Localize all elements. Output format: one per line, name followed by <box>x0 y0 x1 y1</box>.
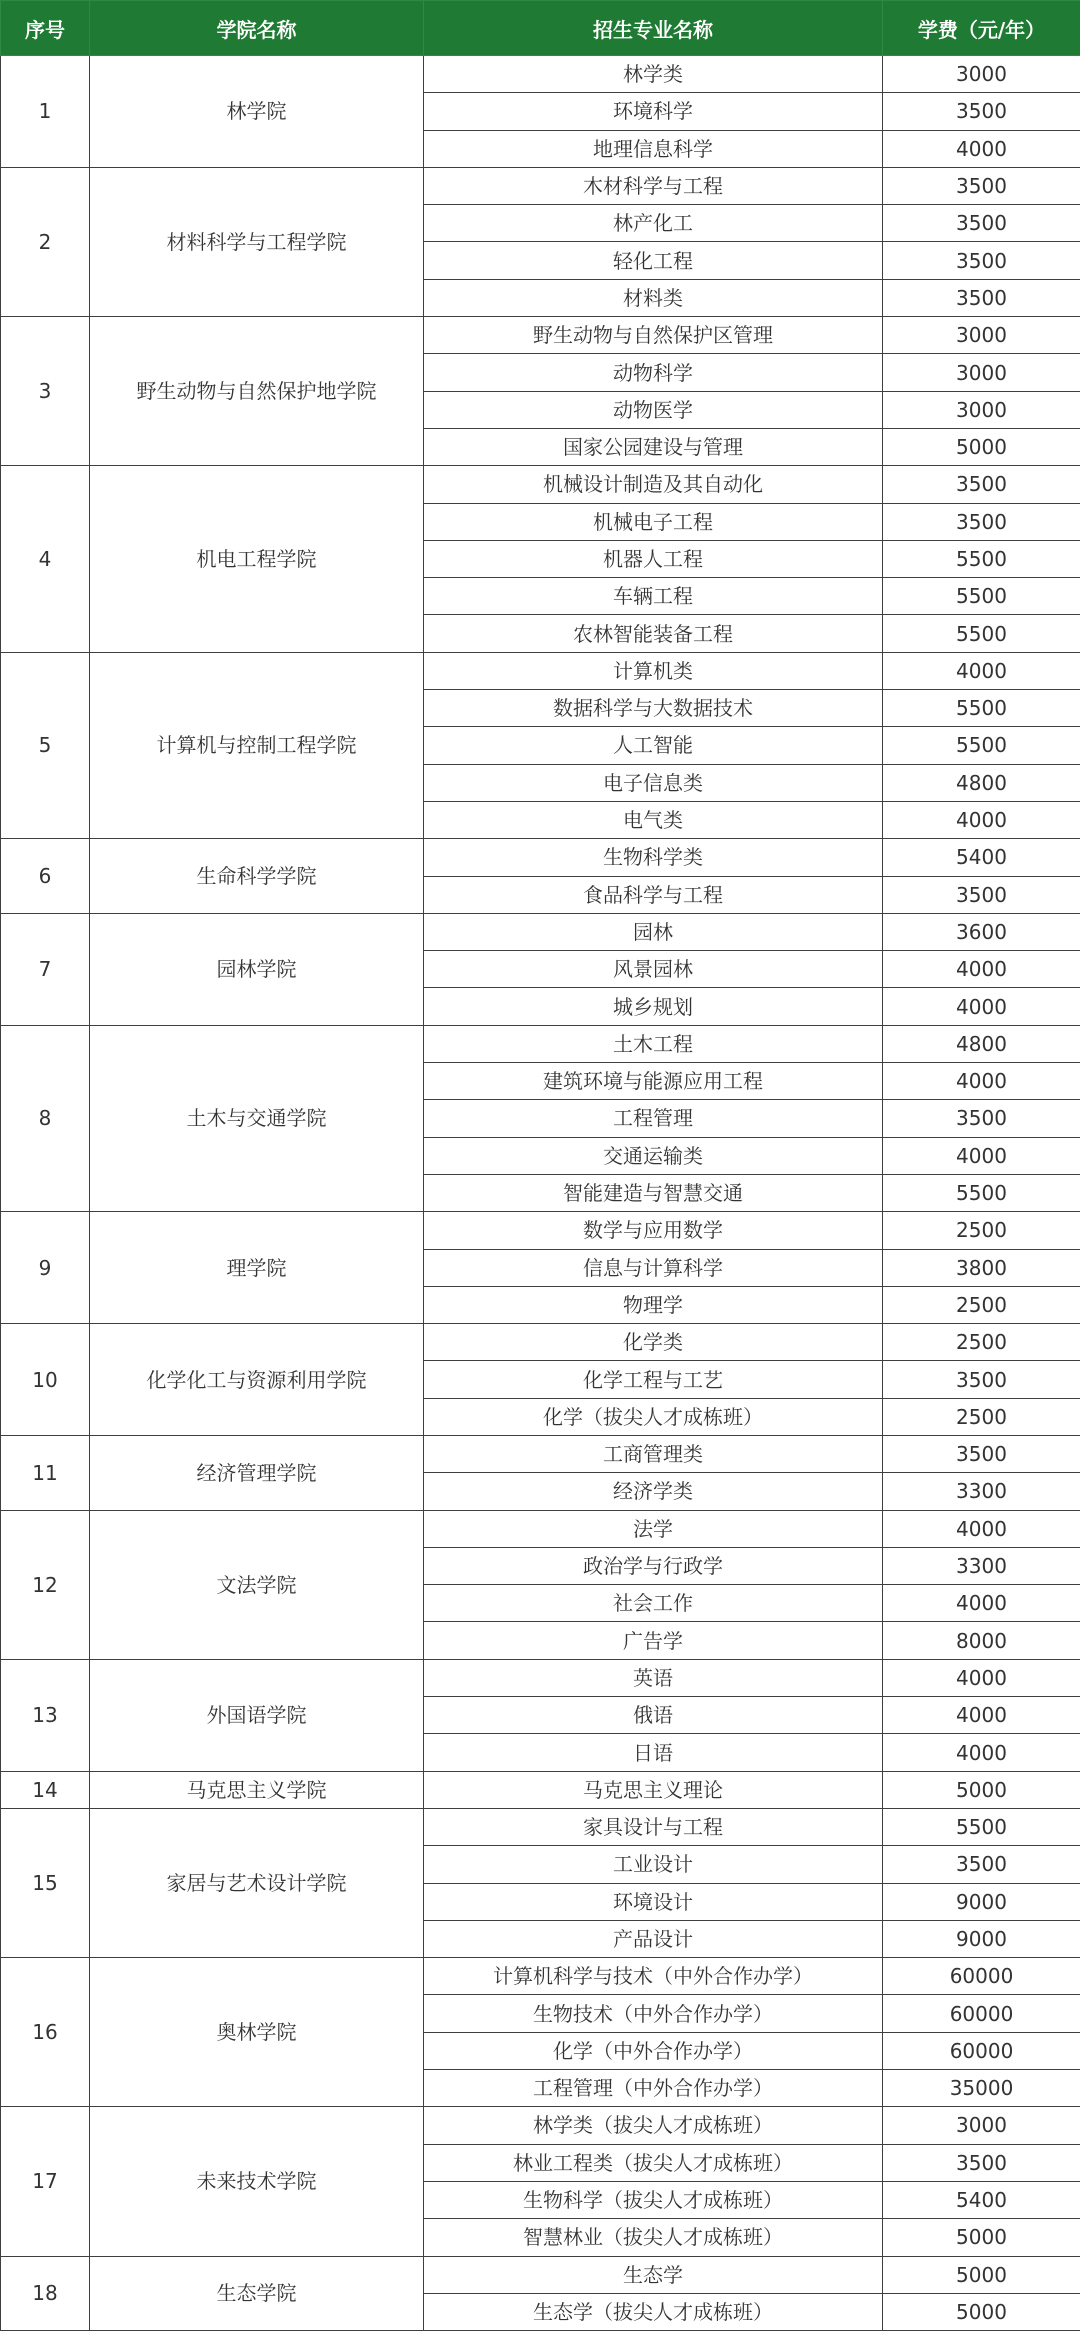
table-row <box>1 1025 1080 1062</box>
tuition-cell: 8000 <box>883 1622 1080 1659</box>
major-cell: 交通运输类 <box>424 1137 883 1174</box>
college-cell: 家居与艺术设计学院 <box>90 1808 424 1957</box>
tuition-cell: 3600 <box>883 913 1080 950</box>
major-cell: 林学类（拔尖人才成栋班） <box>424 2107 883 2144</box>
major-cell: 家具设计与工程 <box>424 1808 883 1845</box>
college-cell: 材料科学与工程学院 <box>90 167 424 316</box>
index-cell: 17 <box>1 2107 90 2256</box>
tuition-cell: 9000 <box>883 1883 1080 1920</box>
major-cell: 化学工程与工艺 <box>424 1361 883 1398</box>
tuition-cell: 5000 <box>883 428 1080 465</box>
table-row <box>1 1771 1080 1808</box>
major-cell: 农林智能装备工程 <box>424 615 883 652</box>
major-cell: 工业设计 <box>424 1846 883 1883</box>
major-cell: 计算机类 <box>424 652 883 689</box>
tuition-cell: 4000 <box>883 130 1080 167</box>
college-cell: 林学院 <box>90 56 424 168</box>
index-cell: 10 <box>1 1324 90 1436</box>
index-cell: 18 <box>1 2256 90 2331</box>
tuition-cell: 2500 <box>883 1398 1080 1435</box>
tuition-cell: 35000 <box>883 2070 1080 2107</box>
tuition-cell: 4000 <box>883 652 1080 689</box>
index-cell: 5 <box>1 652 90 838</box>
tuition-cell: 4000 <box>883 1734 1080 1771</box>
tuition-cell: 60000 <box>883 1995 1080 2032</box>
index-cell: 2 <box>1 167 90 316</box>
tuition-cell: 5000 <box>883 1771 1080 1808</box>
tuition-cell: 3300 <box>883 1547 1080 1584</box>
major-cell: 法学 <box>424 1510 883 1547</box>
index-cell: 13 <box>1 1659 90 1771</box>
college-cell: 文法学院 <box>90 1510 424 1659</box>
index-cell: 14 <box>1 1771 90 1808</box>
tuition-cell: 4000 <box>883 1659 1080 1696</box>
tuition-cell: 2500 <box>883 1324 1080 1361</box>
tuition-cell: 5500 <box>883 1808 1080 1845</box>
tuition-cell: 4000 <box>883 1137 1080 1174</box>
major-cell: 动物科学 <box>424 354 883 391</box>
tuition-cell: 5500 <box>883 690 1080 727</box>
major-cell: 经济学类 <box>424 1473 883 1510</box>
tuition-cell: 3500 <box>883 1100 1080 1137</box>
major-cell: 轻化工程 <box>424 242 883 279</box>
table-row <box>1 2107 1080 2144</box>
major-cell: 机械设计制造及其自动化 <box>424 466 883 503</box>
major-cell: 社会工作 <box>424 1585 883 1622</box>
college-cell: 理学院 <box>90 1212 424 1324</box>
tuition-cell: 3500 <box>883 2144 1080 2181</box>
major-cell: 工程管理（中外合作办学） <box>424 2070 883 2107</box>
tuition-cell: 4000 <box>883 1697 1080 1734</box>
college-cell: 马克思主义学院 <box>90 1771 424 1808</box>
header-tuition: 学费（元/年） <box>883 1 1080 56</box>
tuition-cell: 4000 <box>883 951 1080 988</box>
major-cell: 产品设计 <box>424 1920 883 1957</box>
tuition-cell: 5500 <box>883 578 1080 615</box>
major-cell: 政治学与行政学 <box>424 1547 883 1584</box>
tuition-cell: 3300 <box>883 1473 1080 1510</box>
tuition-cell: 4000 <box>883 988 1080 1025</box>
college-cell: 土木与交通学院 <box>90 1025 424 1211</box>
major-cell: 材料类 <box>424 279 883 316</box>
major-cell: 计算机科学与技术（中外合作办学） <box>424 1958 883 1995</box>
header-index: 序号 <box>1 1 90 56</box>
tuition-cell: 3500 <box>883 1846 1080 1883</box>
major-cell: 日语 <box>424 1734 883 1771</box>
tuition-cell: 4000 <box>883 1063 1080 1100</box>
table-row <box>1 1212 1080 1249</box>
table-body <box>1 56 1080 2331</box>
college-cell: 生态学院 <box>90 2256 424 2331</box>
tuition-cell: 3500 <box>883 242 1080 279</box>
major-cell: 建筑环境与能源应用工程 <box>424 1063 883 1100</box>
tuition-cell: 60000 <box>883 1958 1080 1995</box>
index-cell: 12 <box>1 1510 90 1659</box>
major-cell: 化学类 <box>424 1324 883 1361</box>
header-row <box>1 1 1080 56</box>
index-cell: 11 <box>1 1435 90 1510</box>
table-row <box>1 167 1080 204</box>
college-cell: 园林学院 <box>90 913 424 1025</box>
major-cell: 林学类 <box>424 56 883 93</box>
tuition-cell: 3500 <box>883 876 1080 913</box>
college-cell: 经济管理学院 <box>90 1435 424 1510</box>
table-row <box>1 317 1080 354</box>
major-cell: 智能建造与智慧交通 <box>424 1174 883 1211</box>
major-cell: 化学（中外合作办学） <box>424 2032 883 2069</box>
major-cell: 工程管理 <box>424 1100 883 1137</box>
table-row <box>1 1435 1080 1472</box>
college-cell: 化学化工与资源利用学院 <box>90 1324 424 1436</box>
major-cell: 城乡规划 <box>424 988 883 1025</box>
tuition-cell: 3000 <box>883 56 1080 93</box>
tuition-cell: 4000 <box>883 1510 1080 1547</box>
college-cell: 计算机与控制工程学院 <box>90 652 424 838</box>
tuition-cell: 5400 <box>883 839 1080 876</box>
index-cell: 7 <box>1 913 90 1025</box>
major-cell: 数学与应用数学 <box>424 1212 883 1249</box>
major-cell: 生物科学类 <box>424 839 883 876</box>
index-cell: 4 <box>1 466 90 652</box>
major-cell: 园林 <box>424 913 883 950</box>
tuition-cell: 4800 <box>883 1025 1080 1062</box>
major-cell: 风景园林 <box>424 951 883 988</box>
tuition-cell: 3500 <box>883 1361 1080 1398</box>
tuition-cell: 5000 <box>883 2219 1080 2256</box>
tuition-cell: 5000 <box>883 2293 1080 2330</box>
tuition-cell: 3000 <box>883 317 1080 354</box>
major-cell: 生物科学（拔尖人才成栋班） <box>424 2181 883 2218</box>
index-cell: 15 <box>1 1808 90 1957</box>
tuition-cell: 3500 <box>883 167 1080 204</box>
tuition-cell: 5400 <box>883 2181 1080 2218</box>
table-row <box>1 56 1080 93</box>
tuition-cell: 3000 <box>883 2107 1080 2144</box>
tuition-cell: 60000 <box>883 2032 1080 2069</box>
tuition-cell: 3500 <box>883 279 1080 316</box>
major-cell: 俄语 <box>424 1697 883 1734</box>
table-row <box>1 1659 1080 1696</box>
major-cell: 林业工程类（拔尖人才成栋班） <box>424 2144 883 2181</box>
tuition-cell: 3500 <box>883 205 1080 242</box>
major-cell: 物理学 <box>424 1286 883 1323</box>
tuition-cell: 9000 <box>883 1920 1080 1957</box>
major-cell: 工商管理类 <box>424 1435 883 1472</box>
major-cell: 信息与计算科学 <box>424 1249 883 1286</box>
tuition-cell: 3000 <box>883 391 1080 428</box>
header-major: 招生专业名称 <box>424 1 883 56</box>
tuition-cell: 4000 <box>883 1585 1080 1622</box>
major-cell: 广告学 <box>424 1622 883 1659</box>
major-cell: 机器人工程 <box>424 540 883 577</box>
major-cell: 木材科学与工程 <box>424 167 883 204</box>
major-cell: 电子信息类 <box>424 764 883 801</box>
tuition-cell: 3500 <box>883 503 1080 540</box>
table-row <box>1 466 1080 503</box>
college-cell: 机电工程学院 <box>90 466 424 652</box>
tuition-cell: 2500 <box>883 1286 1080 1323</box>
table-row <box>1 1324 1080 1361</box>
college-cell: 生命科学学院 <box>90 839 424 914</box>
index-cell: 3 <box>1 317 90 466</box>
major-cell: 车辆工程 <box>424 578 883 615</box>
index-cell: 8 <box>1 1025 90 1211</box>
index-cell: 1 <box>1 56 90 168</box>
tuition-cell: 5500 <box>883 1174 1080 1211</box>
major-cell: 马克思主义理论 <box>424 1771 883 1808</box>
index-cell: 16 <box>1 1958 90 2107</box>
major-cell: 生态学 <box>424 2256 883 2293</box>
major-cell: 环境科学 <box>424 93 883 130</box>
major-cell: 食品科学与工程 <box>424 876 883 913</box>
major-cell: 人工智能 <box>424 727 883 764</box>
major-cell: 土木工程 <box>424 1025 883 1062</box>
table-row <box>1 1808 1080 1845</box>
header-college: 学院名称 <box>90 1 424 56</box>
major-cell: 生态学（拔尖人才成栋班） <box>424 2293 883 2330</box>
index-cell: 6 <box>1 839 90 914</box>
college-cell: 奥林学院 <box>90 1958 424 2107</box>
college-cell: 外国语学院 <box>90 1659 424 1771</box>
major-cell: 地理信息科学 <box>424 130 883 167</box>
table-row <box>1 913 1080 950</box>
major-cell: 机械电子工程 <box>424 503 883 540</box>
tuition-cell: 3000 <box>883 354 1080 391</box>
tuition-cell: 2500 <box>883 1212 1080 1249</box>
major-cell: 生物技术（中外合作办学） <box>424 1995 883 2032</box>
major-cell: 野生动物与自然保护区管理 <box>424 317 883 354</box>
major-cell: 电气类 <box>424 801 883 838</box>
major-cell: 化学（拔尖人才成栋班） <box>424 1398 883 1435</box>
tuition-cell: 3500 <box>883 1435 1080 1472</box>
table-row <box>1 1510 1080 1547</box>
tuition-cell: 5000 <box>883 2256 1080 2293</box>
tuition-cell: 4800 <box>883 764 1080 801</box>
tuition-cell: 3500 <box>883 93 1080 130</box>
college-cell: 未来技术学院 <box>90 2107 424 2256</box>
tuition-cell: 4000 <box>883 801 1080 838</box>
major-cell: 环境设计 <box>424 1883 883 1920</box>
tuition-cell: 5500 <box>883 540 1080 577</box>
table-row <box>1 839 1080 876</box>
tuition-cell: 3800 <box>883 1249 1080 1286</box>
major-cell: 英语 <box>424 1659 883 1696</box>
table-row <box>1 2256 1080 2293</box>
major-cell: 国家公园建设与管理 <box>424 428 883 465</box>
major-cell: 动物医学 <box>424 391 883 428</box>
major-cell: 林产化工 <box>424 205 883 242</box>
index-cell: 9 <box>1 1212 90 1324</box>
major-cell: 智慧林业（拔尖人才成栋班） <box>424 2219 883 2256</box>
tuition-cell: 5500 <box>883 615 1080 652</box>
table-row <box>1 652 1080 689</box>
tuition-cell: 3500 <box>883 466 1080 503</box>
tuition-cell: 5500 <box>883 727 1080 764</box>
college-cell: 野生动物与自然保护地学院 <box>90 317 424 466</box>
major-cell: 数据科学与大数据技术 <box>424 690 883 727</box>
table-row <box>1 1958 1080 1995</box>
table-header <box>1 1 1080 56</box>
